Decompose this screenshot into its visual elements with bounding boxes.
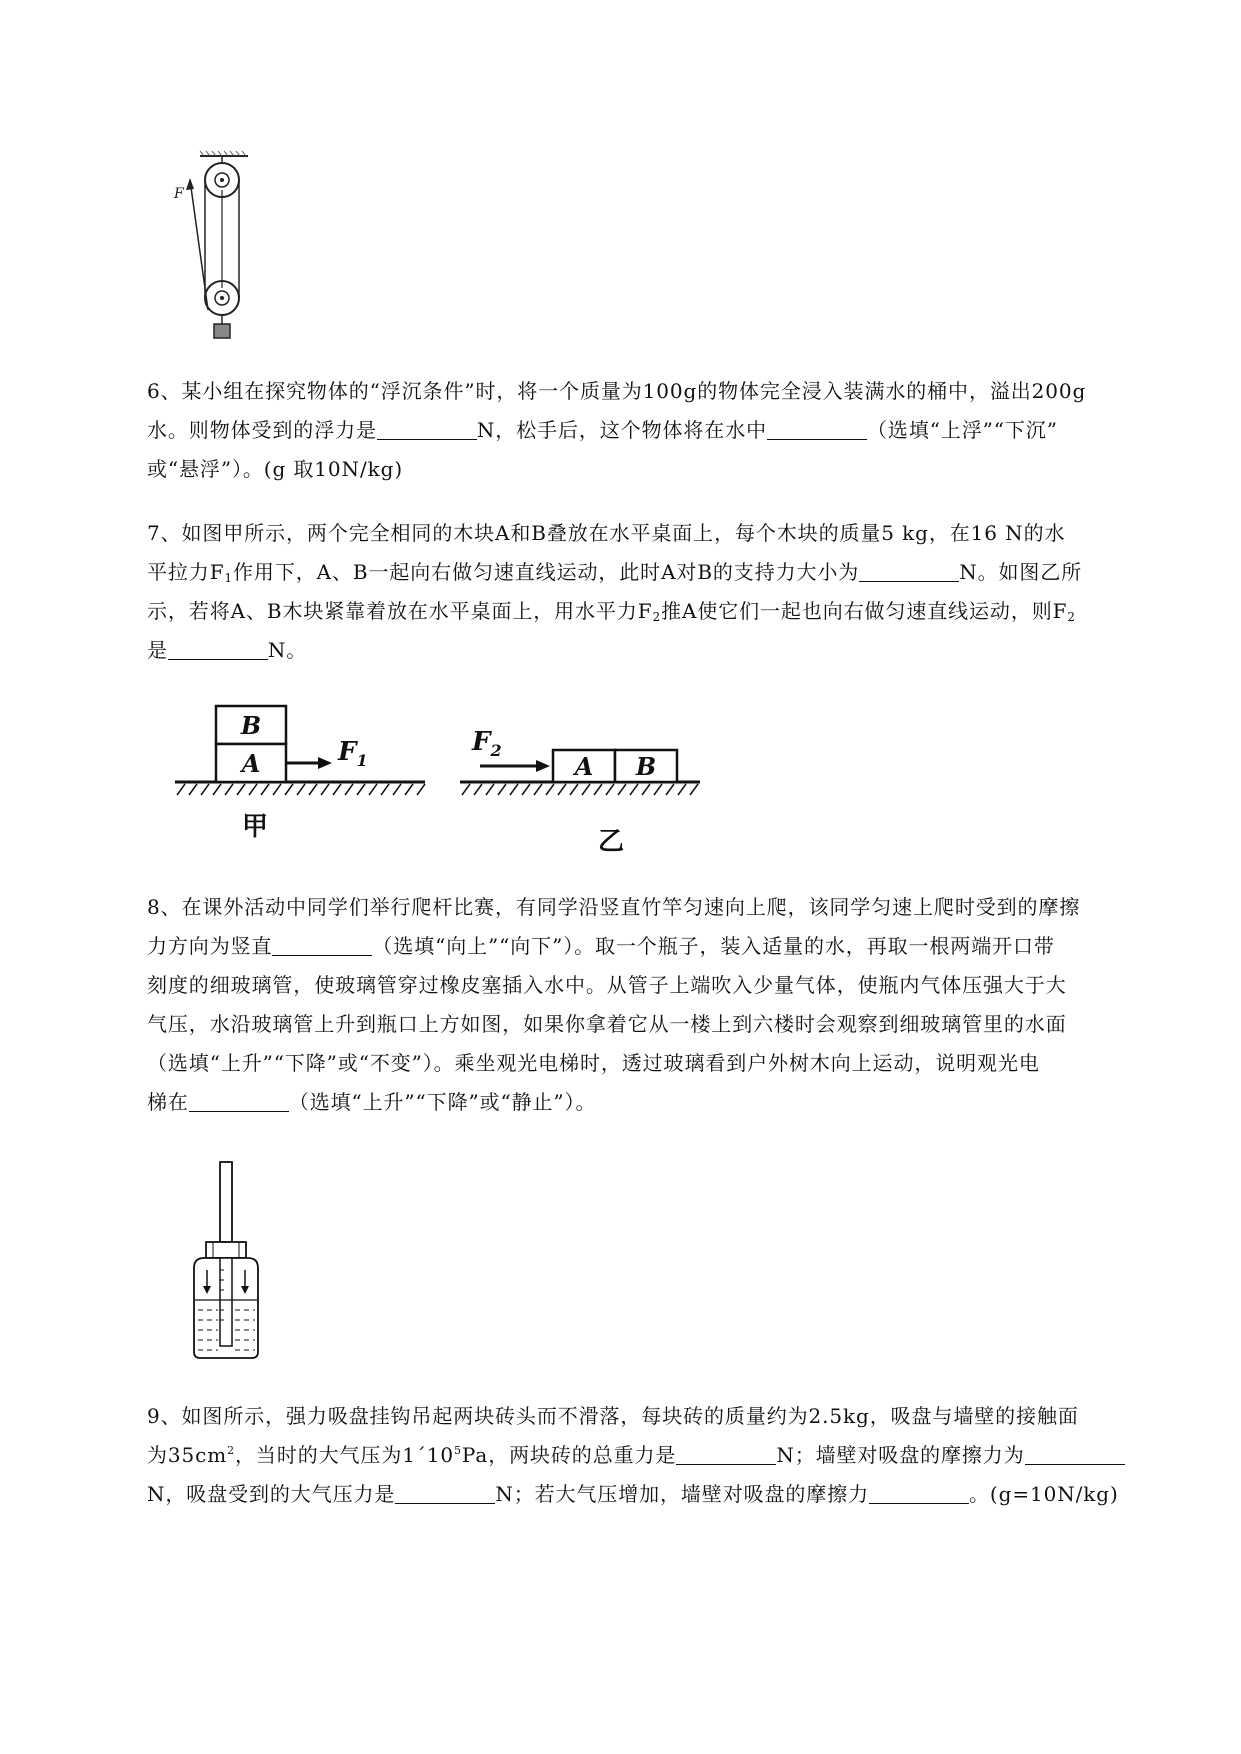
q7-line-1: 7、如图甲所示，两个完全相同的木块A和B叠放在水平桌面上，每个木块的质量5 kg，在16 N的水 (147, 521, 1066, 545)
answer-blank[interactable] (189, 1091, 289, 1112)
answer-blank[interactable] (859, 561, 959, 582)
q8-line-4: 气压，水沿玻璃管上升到瓶口上方如图，如果你拿着它从一楼上到六楼时会观察到细玻璃管里的水面 (147, 1012, 1067, 1036)
question-8: 8、在课外活动中同学们举行爬杆比赛，有同学沿竖直竹竿匀速向上爬，该同学匀速上爬时受到的摩擦 力方向为竖直 （选填“向上”“向下”）。取一个瓶子，装入适量的水，再取一根两端开口带 刻度的细玻璃管，使玻璃管穿过橡皮塞插入水中。从管子上端吹入少量气体，使瓶内气体压强大于大 气压，水沿玻璃管上升到瓶口上方如图，如果你拿着它从一楼上到六楼时会观察到细玻璃管里的水面 （选填“上升”“下降”或“不变”）。乘坐观光电梯时，透过玻璃看到户外树木向上运动，说明观光电 梯在 （选填“上升”“下降”或“静止”）。 (147, 888, 1147, 1122)
pulley-force-label: F (174, 186, 184, 202)
block-b2-label: B (635, 752, 657, 781)
answer-blank[interactable] (767, 419, 867, 440)
pulley-diagram (160, 150, 250, 340)
question-6: 6、某小组在探究物体的“浮沉条件”时，将一个质量为100g的物体完全浸入装满水的桶中，溢出200g 水。则物体受到的浮力是 N，松手后，这个物体将在水中 （选填“上浮”“下沉” 或“悬浮”）。(g 取10N/kg) (147, 372, 1147, 489)
q8-line-3: 刻度的细玻璃管，使玻璃管穿过橡皮塞插入水中。从管子上端吹入少量气体，使瓶内气体压强大于大 (147, 973, 1067, 997)
force-f1-label: $F_1$ (338, 737, 368, 770)
block-b-label: B (240, 711, 262, 740)
answer-blank[interactable] (377, 419, 477, 440)
answer-blank[interactable] (395, 1483, 495, 1504)
block-a-label: A (241, 749, 261, 778)
bottle-diagram (180, 1160, 280, 1360)
q6-line-3: 或“悬浮”）。(g 取10N/kg) (147, 457, 404, 481)
answer-blank[interactable] (676, 1444, 776, 1465)
answer-blank[interactable] (1025, 1444, 1125, 1465)
q8-line-5: （选填“上升”“下降”或“不变”）。乘坐观光电梯时，透过玻璃看到户外树木向上运动，说明观光电 (147, 1051, 1040, 1075)
caption-yi: 乙 (598, 827, 625, 857)
q8-line-1: 8、在课外活动中同学们举行爬杆比赛，有同学沿竖直竹竿匀速向上爬，该同学匀速上爬时受到的摩擦 (147, 895, 1081, 919)
blocks-diagram (170, 700, 710, 860)
question-7: 7、如图甲所示，两个完全相同的木块A和B叠放在水平桌面上，每个木块的质量5 kg，在16 N的水 平拉力$F_1$作用下，A、B一起向右做匀速直线运动，此时A对B的支持力大小为 N。如图乙所 示，若将A、B木块紧靠着放在水平桌面上，用水平力$F_2$推A使它们一起也向右做匀速直线运动，则$F_2$ 是 N。 (147, 514, 1147, 670)
force-f2-label: $F_2$ (472, 727, 502, 760)
q9-line-1: 9、如图所示，强力吸盘挂钩吊起两块砖头而不滑落，每块砖的质量约为2.5kg，吸盘与墙壁的接触面 (147, 1404, 1079, 1428)
answer-blank[interactable] (168, 639, 268, 660)
q6-line-1: 6、某小组在探究物体的“浮沉条件”时，将一个质量为100g的物体完全浸入装满水的桶中，溢出200g (147, 379, 1087, 403)
answer-blank[interactable] (869, 1483, 969, 1504)
caption-jia: 甲 (242, 812, 269, 842)
question-9: 9、如图所示，强力吸盘挂钩吊起两块砖头而不滑落，每块砖的质量约为2.5kg，吸盘与墙壁的接触面 为$35cm^2$，当时的大气压为$1´10^5Pa$，两块砖的总重力是 N；墙壁对吸盘的摩擦力为 N，吸盘受到的大气压力是 N；若大气压增加，墙壁对吸盘的摩擦力 。(g=10N/kg) (147, 1397, 1147, 1514)
block-a2-label: A (574, 752, 594, 781)
answer-blank[interactable] (272, 935, 372, 956)
